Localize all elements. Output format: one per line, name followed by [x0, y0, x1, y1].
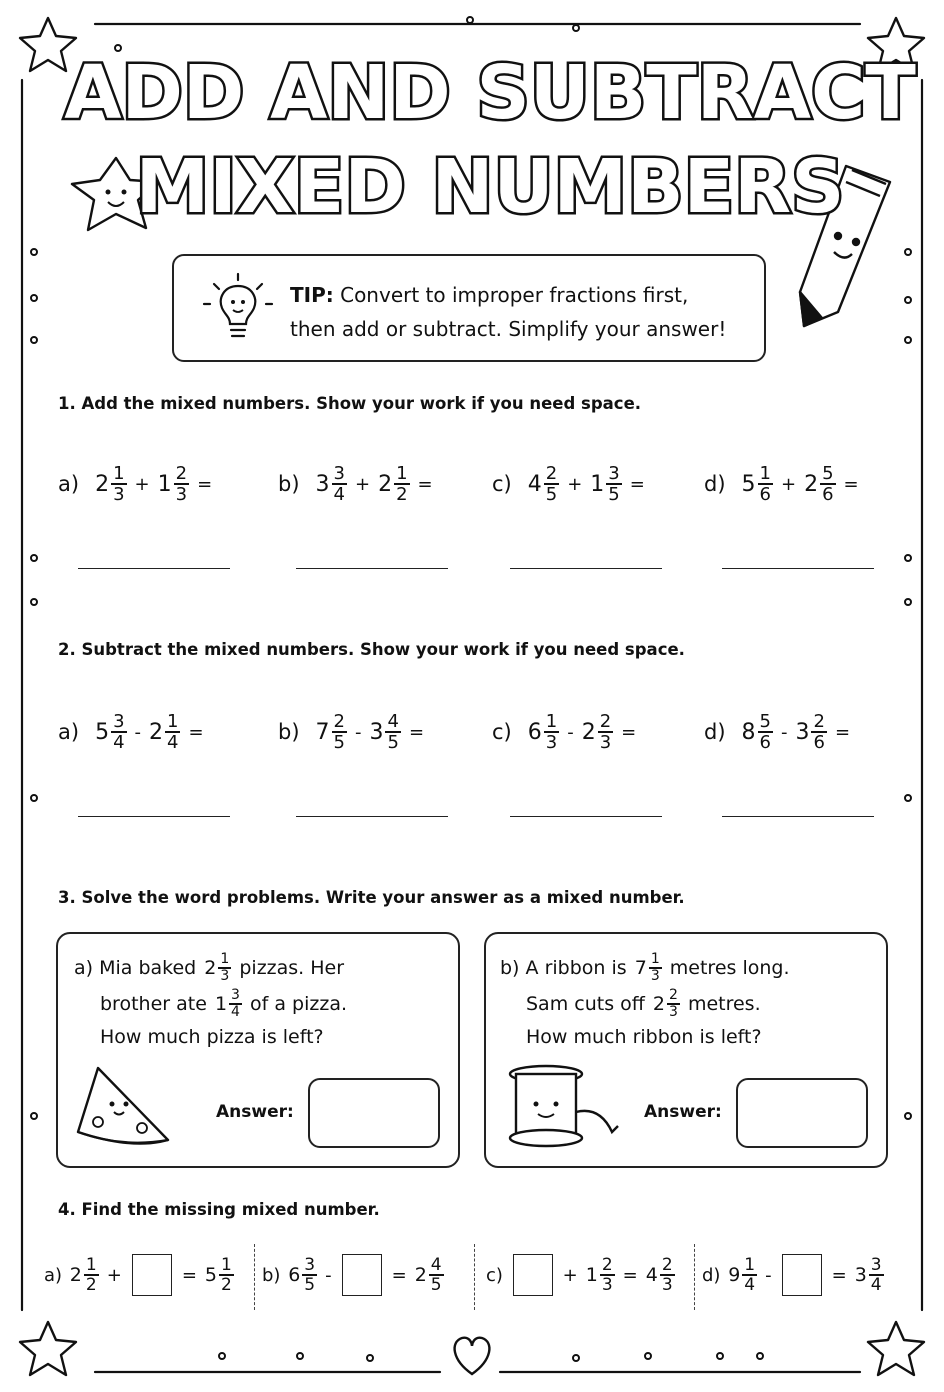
pizza-icon	[72, 1062, 172, 1148]
numerator: 2	[661, 1255, 673, 1275]
section-2-heading: 2. Subtract the mixed numbers. Show your work if you need space.	[58, 640, 685, 659]
equals-sign: =	[629, 473, 645, 495]
section-4-heading: 4. Find the missing mixed number.	[58, 1200, 380, 1219]
denominator: 5	[333, 732, 345, 753]
numerator: 1	[759, 463, 771, 484]
numerator: 2	[545, 463, 558, 484]
equals-sign: =	[417, 473, 433, 495]
wp-a-line1-post: pizzas. Her	[239, 957, 345, 979]
answer-line[interactable]	[510, 568, 662, 569]
lightbulb-icon	[200, 270, 276, 346]
operator: -	[325, 1264, 332, 1286]
whole-number: 2	[204, 957, 217, 979]
word-problem-b	[484, 932, 888, 1168]
whole-number: 1	[214, 993, 228, 1015]
denominator: 3	[175, 484, 188, 505]
whole-number: 2	[652, 993, 665, 1015]
denominator: 6	[813, 732, 825, 753]
denominator: 4	[167, 732, 179, 753]
whole-number: 4	[645, 1264, 658, 1286]
answer-box[interactable]	[308, 1078, 440, 1148]
denominator: 4	[870, 1275, 882, 1295]
numerator: 1	[396, 463, 408, 484]
wp-b-line2-pre: Sam cuts off	[526, 993, 645, 1015]
problem-label: a)	[58, 720, 80, 744]
heart-icon	[455, 1338, 490, 1374]
wp-b-question: How much ribbon is left?	[526, 1026, 762, 1048]
answer-line[interactable]	[296, 816, 448, 817]
numerator: 5	[822, 463, 834, 484]
equals-sign: =	[181, 1264, 197, 1286]
numerator: 2	[601, 1255, 613, 1275]
missing-number-box[interactable]	[513, 1254, 553, 1296]
numerator: 3	[231, 987, 240, 1003]
numerator: 2	[668, 987, 678, 1003]
page-title	[64, 40, 916, 240]
whole-number: 3	[315, 471, 330, 497]
denominator: 3	[661, 1275, 673, 1295]
equals-sign: =	[391, 1264, 407, 1286]
denominator: 3	[113, 484, 125, 505]
denominator: 5	[608, 484, 620, 505]
denominator: 3	[668, 1004, 678, 1020]
operator: +	[562, 1264, 578, 1286]
numerator: 1	[744, 1255, 756, 1275]
numerator: 1	[85, 1255, 97, 1275]
denominator: 3	[599, 732, 612, 753]
word-problem-a	[56, 932, 460, 1168]
denominator: 2	[396, 484, 408, 505]
denominator: 4	[333, 484, 345, 505]
tip-line-2: then add or subtract. Simplify your answer!	[290, 317, 727, 341]
title-line-1: ADD AND SUBTRACT	[64, 50, 916, 136]
equals-sign: =	[188, 721, 204, 743]
answer-label: Answer:	[644, 1102, 722, 1122]
whole-number: 6	[527, 719, 542, 745]
wp-a-question: How much pizza is left?	[100, 1026, 324, 1048]
denominator: 4	[113, 732, 125, 753]
section-3-heading: 3. Solve the word problems. Write your answer as a mixed number.	[58, 888, 685, 907]
problem-section2-0	[58, 702, 210, 762]
whole-number: 5	[741, 471, 756, 497]
missing-problem-c	[486, 1240, 677, 1310]
denominator: 3	[601, 1275, 613, 1295]
numerator: 2	[333, 711, 345, 732]
equals-sign: =	[621, 721, 637, 743]
section-1-heading: 1. Add the mixed numbers. Show your work if you need space.	[58, 394, 642, 413]
whole-number: 1	[585, 1264, 598, 1286]
equals-sign: =	[408, 721, 425, 743]
whole-number: 8	[741, 719, 756, 745]
wp-a-label: a)	[74, 957, 94, 979]
operator: +	[567, 473, 583, 495]
wp-a-line2-post: of a pizza.	[250, 993, 348, 1015]
numerator: 1	[113, 463, 125, 484]
denominator: 2	[221, 1275, 232, 1295]
wp-b-line1-post: metres long.	[669, 957, 790, 979]
whole-number: 3	[854, 1264, 867, 1286]
missing-problem-b	[262, 1240, 446, 1310]
spool-icon	[500, 1062, 630, 1152]
operator: -	[765, 1264, 772, 1286]
divider	[474, 1244, 475, 1310]
operator: +	[780, 473, 797, 495]
denominator: 6	[822, 484, 834, 505]
numerator: 4	[430, 1255, 442, 1275]
wp-a-line1-pre: Mia baked	[99, 957, 197, 979]
problem-label: b)	[262, 1264, 281, 1286]
wp-b-line2-post: metres.	[687, 993, 761, 1015]
problem-label: d)	[704, 720, 726, 744]
answer-line[interactable]	[296, 568, 448, 569]
denominator: 4	[231, 1004, 240, 1020]
denominator: 3	[650, 968, 660, 984]
whole-number: 5	[204, 1264, 217, 1286]
tip-line-1: Convert to improper fractions first,	[340, 283, 689, 307]
numerator: 5	[759, 711, 771, 732]
answer-line[interactable]	[510, 816, 662, 817]
whole-number: 5	[95, 719, 110, 745]
numerator: 3	[304, 1255, 316, 1275]
operator: -	[134, 721, 142, 743]
numerator: 3	[608, 463, 620, 484]
divider	[694, 1244, 695, 1310]
denominator: 5	[387, 732, 399, 753]
denominator: 6	[759, 484, 771, 505]
whole-number: 2	[69, 1264, 82, 1286]
denominator: 4	[744, 1275, 756, 1295]
denominator: 2	[85, 1275, 97, 1295]
equals-sign: =	[843, 473, 859, 495]
problem-section1-3	[704, 454, 865, 514]
problem-section1-0	[58, 454, 218, 514]
missing-problem-d	[702, 1240, 886, 1310]
numerator: 1	[545, 711, 558, 732]
operator: -	[354, 721, 362, 743]
problem-label: c)	[492, 472, 512, 496]
whole-number: 2	[149, 719, 164, 745]
equals-sign: =	[197, 473, 213, 495]
numerator: 2	[175, 463, 188, 484]
problem-section1-1	[278, 454, 439, 514]
whole-number: 2	[804, 471, 819, 497]
denominator: 5	[304, 1275, 316, 1295]
answer-label: Answer:	[216, 1102, 294, 1122]
numerator: 3	[333, 463, 345, 484]
denominator: 6	[759, 732, 771, 753]
answer-line[interactable]	[722, 816, 874, 817]
problem-label: a)	[44, 1264, 63, 1286]
problem-section2-1	[278, 702, 430, 762]
problem-section2-2	[492, 702, 642, 762]
missing-problem-a	[44, 1240, 236, 1310]
missing-number-box[interactable]	[342, 1254, 382, 1296]
operator: -	[567, 721, 574, 743]
equals-sign: =	[831, 1264, 847, 1286]
problem-label: d)	[704, 472, 726, 496]
operator: +	[354, 473, 371, 495]
whole-number: 3	[369, 719, 384, 745]
wp-a-line2-pre: brother ate	[100, 993, 207, 1015]
whole-number: 1	[157, 471, 172, 497]
numerator: 2	[813, 711, 825, 732]
operator: +	[106, 1264, 122, 1286]
divider	[254, 1244, 255, 1310]
whole-number: 7	[315, 719, 330, 745]
problem-label: b)	[278, 472, 300, 496]
tip-text	[290, 278, 726, 346]
problem-label: c)	[492, 720, 512, 744]
denominator: 3	[545, 732, 558, 753]
tip-box	[172, 254, 766, 362]
numerator: 4	[387, 711, 399, 732]
answer-box[interactable]	[736, 1078, 868, 1148]
equals-sign: =	[622, 1264, 638, 1286]
problem-label: b)	[278, 720, 300, 744]
whole-number: 9	[728, 1264, 741, 1286]
operator: -	[780, 721, 788, 743]
wp-b-line1-pre: A ribbon is	[525, 957, 627, 979]
problem-label: a)	[58, 472, 80, 496]
denominator: 5	[545, 484, 558, 505]
tip-label: TIP:	[290, 283, 334, 307]
wp-b-label: b)	[500, 957, 520, 979]
whole-number: 2	[414, 1264, 427, 1286]
whole-number: 2	[95, 471, 110, 497]
denominator: 3	[220, 968, 230, 984]
whole-number: 2	[378, 471, 393, 497]
whole-number: 2	[581, 719, 596, 745]
numerator: 2	[599, 711, 612, 732]
numerator: 1	[167, 711, 179, 732]
numerator: 3	[113, 711, 125, 732]
title-line-2: MIXED NUMBERS	[135, 144, 845, 230]
equals-sign: =	[834, 721, 851, 743]
missing-number-box[interactable]	[782, 1254, 822, 1296]
problem-label: d)	[702, 1264, 721, 1286]
answer-line[interactable]	[78, 568, 230, 569]
answer-line[interactable]	[78, 816, 230, 817]
whole-number: 6	[288, 1264, 301, 1286]
numerator: 3	[870, 1255, 882, 1275]
whole-number: 3	[795, 719, 810, 745]
whole-number: 4	[527, 471, 542, 497]
denominator: 5	[430, 1275, 442, 1295]
answer-line[interactable]	[722, 568, 874, 569]
problem-section1-2	[492, 454, 651, 514]
numerator: 1	[220, 951, 230, 967]
whole-number: 7	[634, 957, 647, 979]
problem-section2-3	[704, 702, 856, 762]
numerator: 1	[221, 1255, 232, 1275]
numerator: 1	[650, 951, 660, 967]
whole-number: 1	[590, 471, 605, 497]
missing-number-box[interactable]	[132, 1254, 172, 1296]
operator: +	[134, 473, 150, 495]
problem-label: c)	[486, 1264, 503, 1286]
